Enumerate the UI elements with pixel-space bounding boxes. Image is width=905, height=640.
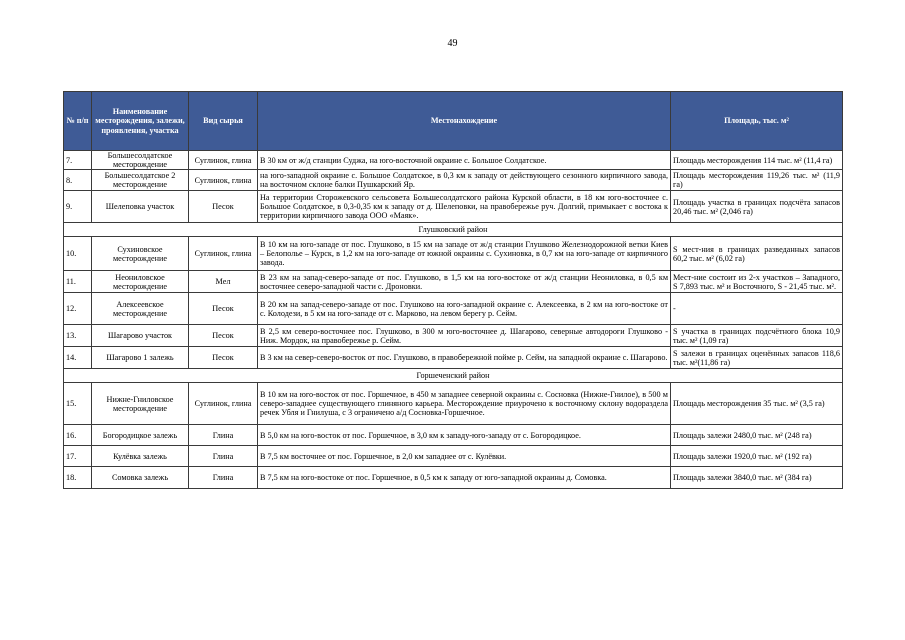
location-text: В 10 км на юго-восток от пос. Горшечное, в 450 м западнее северной окраины с. Сосновка (Нижне-Гнилое), в 500 м северо-западнее существующего глиняного карьера. Месторождение приурочено к восточному склону водораздела речек Убля и Гнилуша, с 3 ограничено а/д Сосновка-Горшечное. (258, 383, 671, 425)
row-number: 13. (64, 325, 92, 347)
location-text: В 20 км на запад-северо-западе от пос. Глушково на юго-западной окраине с. Алексеевка, в 2 км на юго-востоке от с. Колодези, в 5 км на юго-западе от с. Марково, на левом берегу р. Сейм. (258, 293, 671, 325)
area-text: Площадь залежи 2480,0 тыс. м² (248 га) (671, 425, 843, 446)
table-row (64, 191, 843, 223)
row-number: 8. (64, 170, 92, 191)
section-title: Горшеченский район (64, 369, 843, 383)
row-number: 17. (64, 446, 92, 467)
location-text: В 2,5 км северо-восточнее пос. Глушково, в 300 м юго-восточнее д. Шагарово, северные автодороги Глушково - Ниж. Мордок, на правобережье р. Сейм. (258, 325, 671, 347)
raw-material: Глина (189, 425, 258, 446)
raw-material: Песок (189, 191, 258, 223)
table-row (64, 467, 843, 489)
deposit-name: Большесолдатское 2 месторождение (92, 170, 189, 191)
row-number: 7. (64, 151, 92, 170)
header-name: Наименование месторождения, залежи, проявления, участка (92, 92, 189, 151)
table-body (64, 151, 843, 489)
page-number: 49 (447, 38, 458, 49)
table-row (64, 325, 843, 347)
location-text: на юго-западной окраине с. Большое Солдатское, в 0,3 км к западу от действующего сезонного кирпичного завода, на восточном склоне балки Пушкарский Яр. (258, 170, 671, 191)
area-text: - (671, 293, 843, 325)
deposit-name: Сомовка залежь (92, 467, 189, 489)
table-header-row (64, 92, 843, 151)
row-number: 14. (64, 347, 92, 369)
deposit-name: Алексеевское месторождение (92, 293, 189, 325)
raw-material: Глина (189, 467, 258, 489)
row-number: 15. (64, 383, 92, 425)
raw-material: Глина (189, 446, 258, 467)
raw-material: Суглинок, глина (189, 383, 258, 425)
deposit-name: Богородицкое залежь (92, 425, 189, 446)
raw-material: Мел (189, 271, 258, 293)
area-text: S залежи в границах оценённых запасов 118,6 тыс. м²(11,86 га) (671, 347, 843, 369)
area-text: S участка в границах подсчётного блока 10,9 тыс. м² (1,09 га) (671, 325, 843, 347)
row-number: 16. (64, 425, 92, 446)
location-text: В 5,0 км на юго-восток от пос. Горшечное, в 3,0 км к западу-юго-западу от с. Богородицкое. (258, 425, 671, 446)
raw-material: Песок (189, 325, 258, 347)
table-row (64, 425, 843, 446)
header-material: Вид сырья (189, 92, 258, 151)
table-row (64, 271, 843, 293)
deposit-name: Шагарово участок (92, 325, 189, 347)
location-text: В 7,5 км на юго-востоке от пос. Горшечное, в 0,5 км к западу от юго-западной окраины д. Сомовка. (258, 467, 671, 489)
area-text: Мест-ние состоит из 2-х участков – Западного, S 7,893 тыс. м² и Восточного, S - 21,45 тыс. м². (671, 271, 843, 293)
table-row (64, 383, 843, 425)
row-number: 9. (64, 191, 92, 223)
deposit-name: Шелеповка участок (92, 191, 189, 223)
row-number: 12. (64, 293, 92, 325)
raw-material: Песок (189, 347, 258, 369)
table-row (64, 446, 843, 467)
area-text: Площадь месторождения 114 тыс. м² (11,4 га) (671, 151, 843, 170)
area-text: Площадь залежи 1920,0 тыс. м² (192 га) (671, 446, 843, 467)
table-row (64, 237, 843, 271)
row-number: 10. (64, 237, 92, 271)
deposit-name: Кулёвка залежь (92, 446, 189, 467)
location-text: В 3 км на север-северо-восток от пос. Глушково, в правобережной пойме р. Сейм, на западной окраине с. Шагарово. (258, 347, 671, 369)
area-text: Площадь месторождения 119,26 тыс. м² (11,9 га) (671, 170, 843, 191)
row-number: 11. (64, 271, 92, 293)
location-text: В 23 км на запад-северо-западе от пос. Глушково, в 1,5 км на юго-востоке от ж/д станции Неониловка, в 0,5 км восточнее северо-западной части с. Дроновки. (258, 271, 671, 293)
table-row (64, 151, 843, 170)
deposit-name: Шагарово 1 залежь (92, 347, 189, 369)
location-text: На территории Сторожевского сельсовета Большесолдатского района Курской области, в 18 км юго-восточнее с. Большое Солдатское, в 0,3-0,35 км к западу от д. Шелеповки, на правобережье руч. Долгий, примыкает с востока к территории кирпичного завода ООО «Маяк». (258, 191, 671, 223)
area-text: Площадь залежи 3840,0 тыс. м² (384 га) (671, 467, 843, 489)
section-row (64, 223, 843, 237)
header-location: Местонахождение (258, 92, 671, 151)
header-num: № п/п (64, 92, 92, 151)
section-title: Глушковский район (64, 223, 843, 237)
area-text: S мест-ния в границах разведанных запасов 60,2 тыс. м² (6,02 га) (671, 237, 843, 271)
raw-material: Суглинок, глина (189, 151, 258, 170)
table-row (64, 347, 843, 369)
location-text: В 30 км от ж/д станции Суджа, на юго-восточной окраине с. Большое Солдатское. (258, 151, 671, 170)
deposits-table (63, 91, 843, 489)
raw-material: Песок (189, 293, 258, 325)
location-text: В 7,5 км восточнее от пос. Горшечное, в 2,0 км западнее от с. Кулёвки. (258, 446, 671, 467)
deposit-name: Нижне-Гниловское месторождение (92, 383, 189, 425)
deposit-name: Большесолдатское месторождение (92, 151, 189, 170)
location-text: В 10 км на юго-западе от пос. Глушково, в 15 км на западе от ж/д станции Глушково Железнодорожной ветки Киев – Белополье – Курск, в 1,2 км на юго-западе от южной окраины с. Сухиновка, в 0,7 км на юго-западе от кирпичного завода. (258, 237, 671, 271)
deposit-name: Неониловское месторождение (92, 271, 189, 293)
table-row (64, 293, 843, 325)
raw-material: Суглинок, глина (189, 237, 258, 271)
area-text: Площадь месторождения 35 тыс. м² (3,5 га) (671, 383, 843, 425)
table-row (64, 170, 843, 191)
raw-material: Суглинок, глина (189, 170, 258, 191)
area-text: Площадь участка в границах подсчёта запасов 20,46 тыс. м² (2,046 га) (671, 191, 843, 223)
row-number: 18. (64, 467, 92, 489)
deposit-name: Сухиновское месторождение (92, 237, 189, 271)
section-row (64, 369, 843, 383)
header-area: Площадь, тыс. м² (671, 92, 843, 151)
